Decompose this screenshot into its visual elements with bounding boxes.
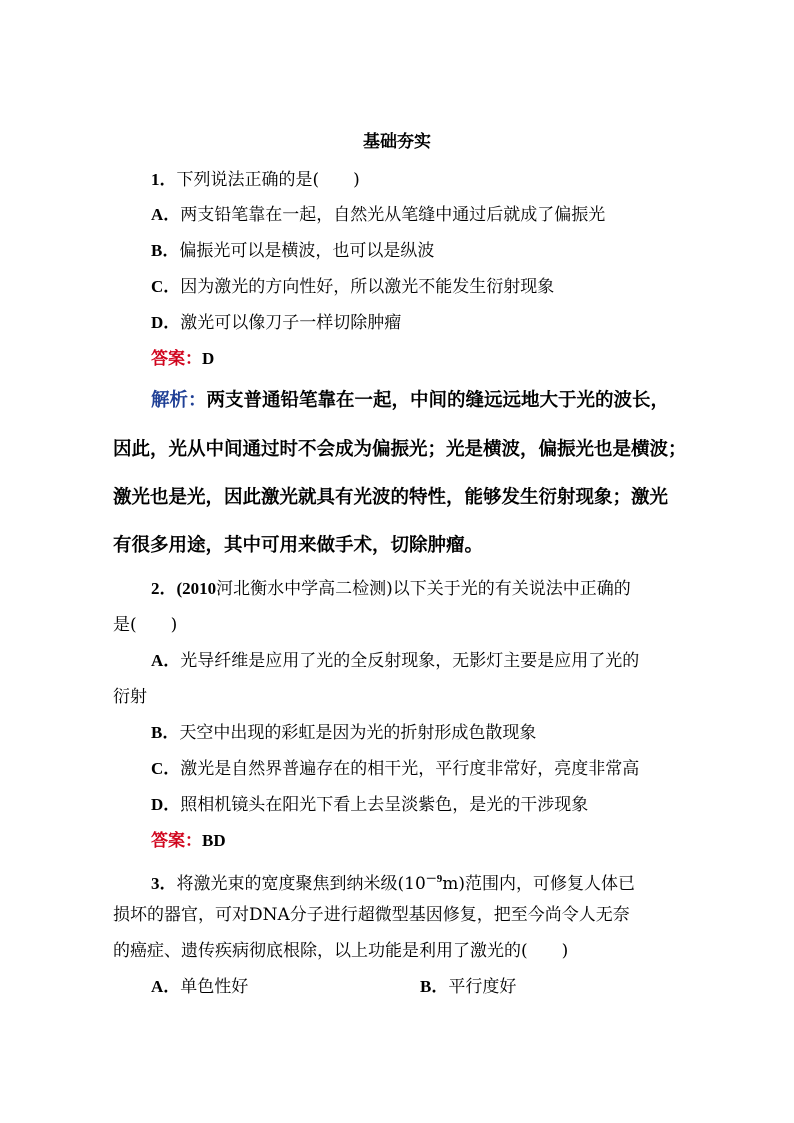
option-label: D． (151, 313, 181, 332)
exponent: －9 (425, 873, 443, 885)
option-label: B． (420, 977, 449, 996)
question-3-stem (151, 869, 635, 894)
option-b (151, 241, 434, 261)
question-number: 2． (151, 579, 177, 598)
question-3-line-2: 损坏的器官，可对DNA分子进行超微型基因修复，把至今尚令人无奈 (113, 905, 630, 925)
analysis-line-1 (151, 390, 669, 412)
option-label: C． (151, 759, 181, 778)
option-label: A． (151, 651, 181, 670)
option-text: 照相机镜头在阳光下看上去呈淡紫色，是光的干涉现象 (180, 795, 589, 815)
analysis-line-2: 因此，光从中间通过时不会成为偏振光；光是横波，偏振光也是横波； (113, 439, 687, 460)
question-source-year: (2010 (176, 579, 217, 598)
option-label: D． (151, 795, 181, 814)
option-c (151, 759, 639, 779)
answer-value: BD (202, 831, 226, 850)
answer-label: 答案： (151, 349, 202, 369)
option-label: A． (151, 977, 181, 996)
analysis-line-3: 激光也是光，因此激光就具有光波的特性，能够发生衍射现象；激光 (113, 487, 669, 508)
answer-label: 答案： (151, 831, 202, 851)
question-text: 下列说法正确的是( ) (176, 170, 360, 190)
section-title: 基础夯实 (363, 132, 431, 152)
option-text: 激光可以像刀子一样切除肿瘤 (180, 313, 402, 333)
option-a (151, 651, 639, 671)
option-a (151, 977, 248, 997)
question-1-stem (151, 170, 360, 190)
option-c (151, 277, 554, 297)
option-label: B． (151, 241, 180, 260)
option-text: 平行度好 (448, 977, 517, 997)
question-2-stem-cont: 是( ) (113, 615, 178, 635)
option-text: 激光是自然界普遍存在的相干光，平行度非常好，亮度非常高 (180, 759, 640, 779)
option-text: 两支铅笔靠在一起，自然光从笔缝中通过后就成了偏振光 (180, 205, 606, 225)
option-a (151, 205, 605, 225)
question-text: 河北衡水中学高二检测)以下关于光的有关说法中正确的 (216, 579, 631, 599)
option-d (151, 795, 588, 815)
question-number: 3． (151, 874, 177, 893)
option-b (151, 723, 536, 743)
option-label: B． (151, 723, 180, 742)
question-3-line-3: 的癌症、遗传疾病彻底根除，以上功能是利用了激光的( ) (113, 941, 569, 961)
option-a-cont: 衍射 (113, 687, 147, 707)
option-b (420, 977, 516, 997)
analysis-text: 两支普通铅笔靠在一起，中间的缝远远地大于光的波长， (206, 390, 670, 411)
answer-value: D (202, 349, 215, 368)
option-text: 光导纤维是应用了光的全反射现象，无影灯主要是应用了光的 (180, 651, 640, 671)
option-text: 天空中出现的彩虹是因为光的折射形成色散现象 (179, 723, 537, 743)
option-label: A． (151, 205, 181, 224)
option-text: 偏振光可以是横波，也可以是纵波 (179, 241, 435, 261)
option-label: C． (151, 277, 181, 296)
option-d (151, 313, 401, 333)
answer-line (151, 349, 214, 369)
question-number: 1． (151, 170, 177, 189)
option-row (151, 977, 248, 997)
option-text: 因为激光的方向性好，所以激光不能发生衍射现象 (180, 277, 555, 297)
answer-line (151, 831, 226, 851)
question-2-stem (151, 579, 631, 599)
question-text: m)范围内，可修复人体已 (442, 874, 636, 894)
analysis-label: 解析： (151, 390, 207, 411)
question-text: 将激光束的宽度聚焦到纳米级(10 (176, 874, 426, 894)
option-text: 单色性好 (180, 977, 249, 997)
analysis-line-4: 有很多用途，其中可用来做手术，切除肿瘤。 (113, 535, 484, 556)
